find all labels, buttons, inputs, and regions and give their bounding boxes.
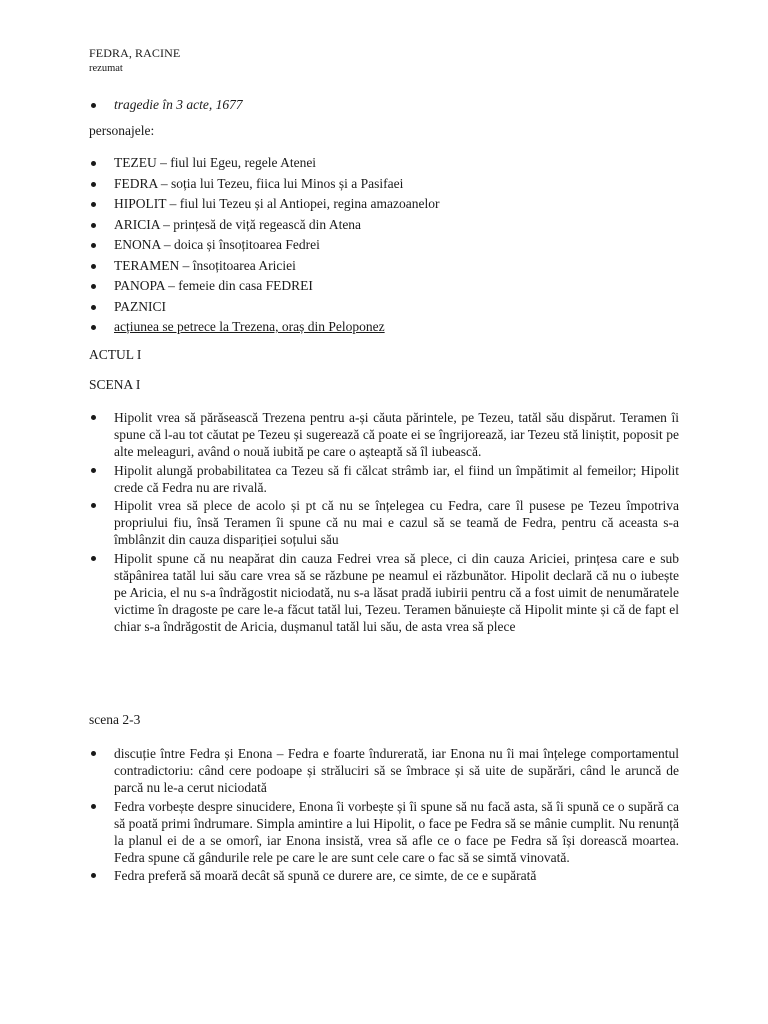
character-item: FEDRA – soția lui Tezeu, fiica lui Minos și a Pasifaei bbox=[89, 174, 679, 195]
summary-item: Hipolit vrea să părăsească Trezena pentru a-și căuta părintele, pe Tezeu, tatăl său dispărut. Teramen îi spune că l-au tot căutat pe Tezeu și sugerează că poate ei se îngrijorează, iar Tezeu stă liniștit, poposit pe alte meleaguri, având o nouă iubită pe care o așteaptă să îl iubească. bbox=[89, 409, 679, 461]
setting-item bbox=[89, 317, 679, 338]
character-item: ARICIA – prințesă de viță regească din Atena bbox=[89, 215, 679, 236]
scene-heading: SCENA I bbox=[89, 377, 141, 392]
character-item: PANOPA – femeie din casa FEDREI bbox=[89, 276, 679, 297]
characters-heading: personajele: bbox=[89, 123, 155, 138]
character-item: HIPOLIT – fiul lui Tezeu și al Antiopei, regina amazoanelor bbox=[89, 194, 679, 215]
genre-item: tragedie în 3 acte, 1677 bbox=[89, 95, 679, 116]
document-subtitle: rezumat bbox=[89, 63, 123, 74]
summary-item: Hipolit spune că nu neapărat din cauza Fedrei vrea să plece, ci din cauza Ariciei, prințesa care e sub stăpânirea tatăl lui său care vrea să se răzbune pe neamul ei răzbunător. Hipolit declară că nu o iubește pe Aricia, el nu s-a îndrăgostit niciodată, nu s-a lăsat pradă iubirii pentru că a fost uimit de nenumăratele victime în dragoste pe care le-a făcut tatăl lui, Tezeu. Teramen bănuiește că Hipolit minte și că de fapt el chiar s-a îndrăgostit de Aricia, dușmanul tatăl lui său, de asta vrea să plece bbox=[89, 550, 679, 636]
character-item: PAZNICI bbox=[89, 297, 679, 318]
characters-list bbox=[89, 153, 679, 338]
character-item: TEZEU – fiul lui Egeu, regele Atenei bbox=[89, 153, 679, 174]
scene1-summary-list bbox=[89, 409, 679, 637]
summary-item: Hipolit alungă probabilitatea ca Tezeu să fi călcat strâmb iar, el fiind un împătimit al femeilor; Hipolit crede că Fedra nu are rivală. bbox=[89, 462, 679, 496]
scene23-summary-list bbox=[89, 745, 679, 886]
character-item: TERAMEN – însoțitoarea Ariciei bbox=[89, 256, 679, 277]
scene-heading: scena 2-3 bbox=[89, 712, 141, 727]
summary-item: Fedra vorbește despre sinucidere, Enona îi vorbește și îi spune să nu facă asta, să îi spună ce o supără ca să poată primi îndrumare. Simpla amintire a lui Hipolit, o face pe Fedra să se mânie cumplit. Nu renunță la planul ei de a se omorî, iar Enona insistă, vrea să afle ce o face pe Fedra să își dorească moartea. Fedra spune că gândurile rele pe care le are sunt cele care o fac să se simtă vinovată. bbox=[89, 798, 679, 867]
character-item: ENONA – doica și însoțitoarea Fedrei bbox=[89, 235, 679, 256]
document-title: FEDRA, RACINE bbox=[89, 46, 181, 60]
setting-text: acțiunea se petrece la Trezena, oraș din Peloponez bbox=[114, 319, 385, 334]
genre-list bbox=[89, 95, 679, 116]
act-heading: ACTUL I bbox=[89, 347, 142, 362]
summary-item: Fedra preferă să moară decât să spună ce durere are, ce simte, de ce e supărată bbox=[89, 867, 679, 884]
summary-item: discuție între Fedra și Enona – Fedra e foarte îndurerată, iar Enona nu îi mai înțelege comportamentul contradictoriu: când cere podoape și străluciri să se îmbrace și să uite de supărări, când le aruncă de parcă nu le-a cerut niciodată bbox=[89, 745, 679, 797]
summary-item: Hipolit vrea să plece de acolo și pt că nu se înțelegea cu Fedra, care îl pusese pe Tezeu împotriva propriului fiu, însă Teramen îi spune că nu mai e cazul să se teamă de Fedra, pentru că aceasta s-a îmblânzit din cauza dispariției soțului său bbox=[89, 497, 679, 549]
